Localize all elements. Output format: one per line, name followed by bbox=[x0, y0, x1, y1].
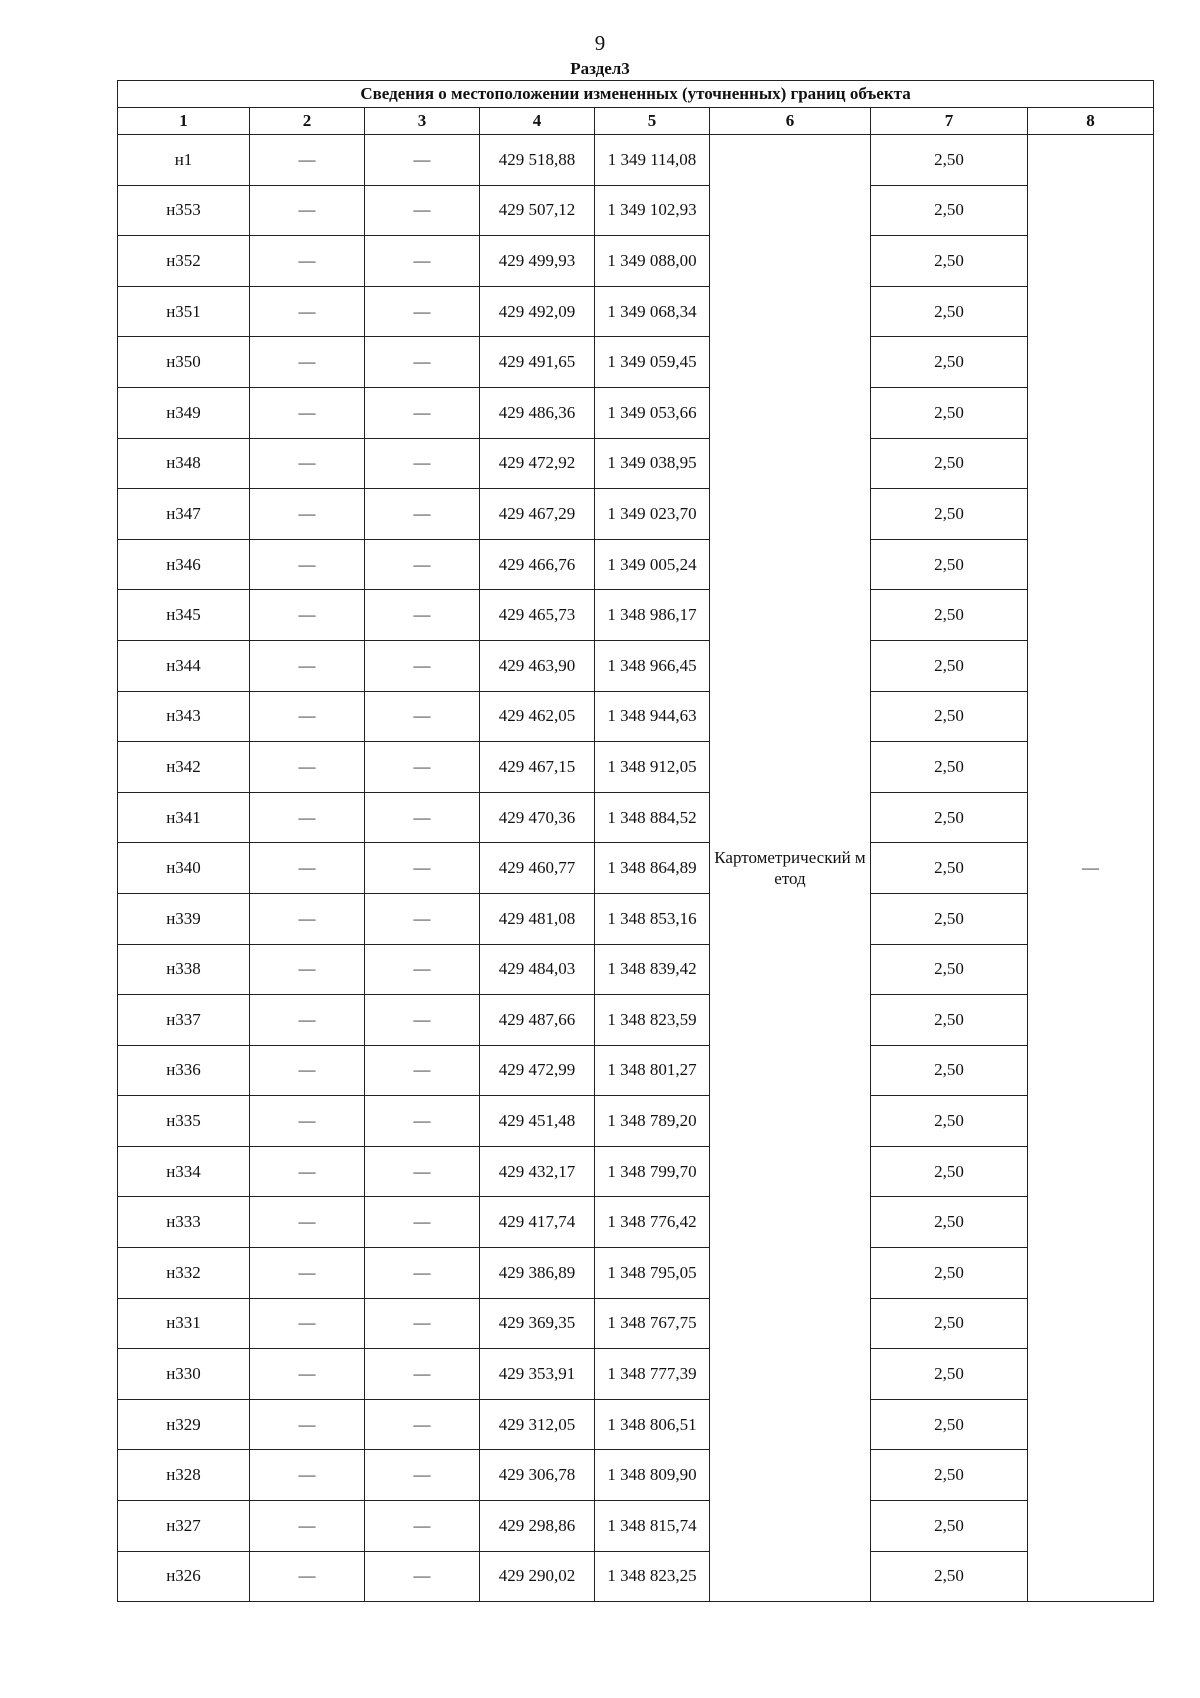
point-id-cell: н341 bbox=[118, 792, 250, 843]
point-id-cell: н332 bbox=[118, 1248, 250, 1299]
column-3-cell: — bbox=[365, 135, 480, 186]
y-coordinate-cell: 1 348 884,52 bbox=[595, 792, 710, 843]
column-2-cell: — bbox=[250, 590, 365, 641]
table-row bbox=[118, 1399, 1154, 1450]
column-number: 3 bbox=[365, 108, 480, 135]
table-row bbox=[118, 539, 1154, 590]
column-2-cell: — bbox=[250, 185, 365, 236]
x-coordinate-cell: 429 472,99 bbox=[480, 1045, 595, 1096]
y-coordinate-cell: 1 348 864,89 bbox=[595, 843, 710, 894]
x-coordinate-cell: 429 465,73 bbox=[480, 590, 595, 641]
column-2-cell: — bbox=[250, 691, 365, 742]
point-id-cell: н344 bbox=[118, 640, 250, 691]
x-coordinate-cell: 429 353,91 bbox=[480, 1349, 595, 1400]
column-2-cell: — bbox=[250, 1248, 365, 1299]
table-row bbox=[118, 1096, 1154, 1147]
column-number: 7 bbox=[871, 108, 1028, 135]
y-coordinate-cell: 1 349 023,70 bbox=[595, 489, 710, 540]
y-coordinate-cell: 1 349 038,95 bbox=[595, 438, 710, 489]
y-coordinate-cell: 1 348 806,51 bbox=[595, 1399, 710, 1450]
x-coordinate-cell: 429 298,86 bbox=[480, 1501, 595, 1552]
column-3-cell: — bbox=[365, 1045, 480, 1096]
point-id-cell: н342 bbox=[118, 742, 250, 793]
column-2-cell: — bbox=[250, 742, 365, 793]
x-coordinate-cell: 429 463,90 bbox=[480, 640, 595, 691]
y-coordinate-cell: 1 348 809,90 bbox=[595, 1450, 710, 1501]
column-number: 4 bbox=[480, 108, 595, 135]
x-coordinate-cell: 429 486,36 bbox=[480, 387, 595, 438]
table-row bbox=[118, 1197, 1154, 1248]
column-2-cell: — bbox=[250, 1096, 365, 1147]
x-coordinate-cell: 429 470,36 bbox=[480, 792, 595, 843]
point-id-cell: н326 bbox=[118, 1551, 250, 1602]
column-2-cell: — bbox=[250, 135, 365, 186]
point-id-cell: н351 bbox=[118, 286, 250, 337]
point-id-cell: н1 bbox=[118, 135, 250, 186]
x-coordinate-cell: 429 484,03 bbox=[480, 944, 595, 995]
point-id-cell: н327 bbox=[118, 1501, 250, 1552]
column-2-cell: — bbox=[250, 337, 365, 388]
column-2-cell: — bbox=[250, 1197, 365, 1248]
y-coordinate-cell: 1 348 789,20 bbox=[595, 1096, 710, 1147]
column-3-cell: — bbox=[365, 185, 480, 236]
accuracy-cell: 2,50 bbox=[871, 1045, 1028, 1096]
accuracy-cell: 2,50 bbox=[871, 944, 1028, 995]
accuracy-cell: 2,50 bbox=[871, 1096, 1028, 1147]
table-caption-row bbox=[118, 81, 1154, 108]
accuracy-cell: 2,50 bbox=[871, 792, 1028, 843]
column-2-cell: — bbox=[250, 1045, 365, 1096]
accuracy-cell: 2,50 bbox=[871, 691, 1028, 742]
accuracy-cell: 2,50 bbox=[871, 640, 1028, 691]
column-3-cell: — bbox=[365, 337, 480, 388]
y-coordinate-cell: 1 349 059,45 bbox=[595, 337, 710, 388]
accuracy-cell: 2,50 bbox=[871, 742, 1028, 793]
column-2-cell: — bbox=[250, 640, 365, 691]
y-coordinate-cell: 1 348 823,25 bbox=[595, 1551, 710, 1602]
column-2-cell: — bbox=[250, 1146, 365, 1197]
accuracy-cell: 2,50 bbox=[871, 539, 1028, 590]
accuracy-cell: 2,50 bbox=[871, 1298, 1028, 1349]
column-3-cell: — bbox=[365, 843, 480, 894]
table-row bbox=[118, 337, 1154, 388]
y-coordinate-cell: 1 349 053,66 bbox=[595, 387, 710, 438]
x-coordinate-cell: 429 507,12 bbox=[480, 185, 595, 236]
y-coordinate-cell: 1 349 005,24 bbox=[595, 539, 710, 590]
x-coordinate-cell: 429 312,05 bbox=[480, 1399, 595, 1450]
table-row bbox=[118, 843, 1154, 894]
accuracy-cell: 2,50 bbox=[871, 135, 1028, 186]
column-3-cell: — bbox=[365, 1399, 480, 1450]
table-row bbox=[118, 1298, 1154, 1349]
y-coordinate-cell: 1 348 815,74 bbox=[595, 1501, 710, 1552]
x-coordinate-cell: 429 462,05 bbox=[480, 691, 595, 742]
x-coordinate-cell: 429 467,15 bbox=[480, 742, 595, 793]
point-id-cell: н349 bbox=[118, 387, 250, 438]
column-3-cell: — bbox=[365, 640, 480, 691]
x-coordinate-cell: 429 492,09 bbox=[480, 286, 595, 337]
table-row bbox=[118, 944, 1154, 995]
y-coordinate-cell: 1 348 767,75 bbox=[595, 1298, 710, 1349]
accuracy-cell: 2,50 bbox=[871, 1399, 1028, 1450]
table-row bbox=[118, 1349, 1154, 1400]
column-3-cell: — bbox=[365, 1096, 480, 1147]
x-coordinate-cell: 429 417,74 bbox=[480, 1197, 595, 1248]
table-row bbox=[118, 792, 1154, 843]
column-3-cell: — bbox=[365, 438, 480, 489]
y-coordinate-cell: 1 348 966,45 bbox=[595, 640, 710, 691]
x-coordinate-cell: 429 432,17 bbox=[480, 1146, 595, 1197]
column-number: 2 bbox=[250, 108, 365, 135]
x-coordinate-cell: 429 290,02 bbox=[480, 1551, 595, 1602]
column-2-cell: — bbox=[250, 387, 365, 438]
column-3-cell: — bbox=[365, 742, 480, 793]
section-title: Раздел3 bbox=[570, 59, 630, 78]
column-2-cell: — bbox=[250, 1349, 365, 1400]
y-coordinate-cell: 1 348 839,42 bbox=[595, 944, 710, 995]
method-cell: Картометрический метод bbox=[710, 135, 871, 1602]
y-coordinate-cell: 1 348 777,39 bbox=[595, 1349, 710, 1400]
point-id-cell: н328 bbox=[118, 1450, 250, 1501]
column-3-cell: — bbox=[365, 387, 480, 438]
y-coordinate-cell: 1 348 823,59 bbox=[595, 995, 710, 1046]
table-row bbox=[118, 1501, 1154, 1552]
column-3-cell: — bbox=[365, 944, 480, 995]
table-body bbox=[118, 135, 1154, 1602]
column-number: 8 bbox=[1028, 108, 1154, 135]
table-row bbox=[118, 1248, 1154, 1299]
accuracy-cell: 2,50 bbox=[871, 489, 1028, 540]
accuracy-cell: 2,50 bbox=[871, 236, 1028, 287]
column-3-cell: — bbox=[365, 286, 480, 337]
y-coordinate-cell: 1 349 088,00 bbox=[595, 236, 710, 287]
table-row bbox=[118, 1551, 1154, 1602]
column-2-cell: — bbox=[250, 236, 365, 287]
y-coordinate-cell: 1 349 102,93 bbox=[595, 185, 710, 236]
column-3-cell: — bbox=[365, 792, 480, 843]
column-3-cell: — bbox=[365, 489, 480, 540]
x-coordinate-cell: 429 481,08 bbox=[480, 893, 595, 944]
column-3-cell: — bbox=[365, 1197, 480, 1248]
column-2-cell: — bbox=[250, 944, 365, 995]
accuracy-cell: 2,50 bbox=[871, 337, 1028, 388]
column-2-cell: — bbox=[250, 286, 365, 337]
y-coordinate-cell: 1 348 776,42 bbox=[595, 1197, 710, 1248]
x-coordinate-cell: 429 487,66 bbox=[480, 995, 595, 1046]
x-coordinate-cell: 429 460,77 bbox=[480, 843, 595, 894]
column-2-cell: — bbox=[250, 995, 365, 1046]
table-caption: Сведения о местоположении измененных (уточненных) границ объекта bbox=[118, 81, 1154, 108]
column-3-cell: — bbox=[365, 236, 480, 287]
table-row bbox=[118, 185, 1154, 236]
column-number: 5 bbox=[595, 108, 710, 135]
y-coordinate-cell: 1 348 912,05 bbox=[595, 742, 710, 793]
column-2-cell: — bbox=[250, 1551, 365, 1602]
point-id-cell: н345 bbox=[118, 590, 250, 641]
y-coordinate-cell: 1 348 853,16 bbox=[595, 893, 710, 944]
table-row bbox=[118, 691, 1154, 742]
table-row bbox=[118, 893, 1154, 944]
column-2-cell: — bbox=[250, 1501, 365, 1552]
y-coordinate-cell: 1 349 114,08 bbox=[595, 135, 710, 186]
column-3-cell: — bbox=[365, 691, 480, 742]
accuracy-cell: 2,50 bbox=[871, 843, 1028, 894]
column-3-cell: — bbox=[365, 1450, 480, 1501]
x-coordinate-cell: 429 472,92 bbox=[480, 438, 595, 489]
table-row bbox=[118, 1146, 1154, 1197]
point-id-cell: н337 bbox=[118, 995, 250, 1046]
table-row bbox=[118, 590, 1154, 641]
y-coordinate-cell: 1 348 944,63 bbox=[595, 691, 710, 742]
point-id-cell: н346 bbox=[118, 539, 250, 590]
column-3-cell: — bbox=[365, 1501, 480, 1552]
point-id-cell: н331 bbox=[118, 1298, 250, 1349]
accuracy-cell: 2,50 bbox=[871, 185, 1028, 236]
accuracy-cell: 2,50 bbox=[871, 995, 1028, 1046]
table-row bbox=[118, 438, 1154, 489]
point-id-cell: н330 bbox=[118, 1349, 250, 1400]
column-3-cell: — bbox=[365, 590, 480, 641]
page-number: 9 bbox=[594, 31, 606, 55]
table-row bbox=[118, 742, 1154, 793]
column-2-cell: — bbox=[250, 539, 365, 590]
x-coordinate-cell: 429 386,89 bbox=[480, 1248, 595, 1299]
column-3-cell: — bbox=[365, 1146, 480, 1197]
x-coordinate-cell: 429 518,88 bbox=[480, 135, 595, 186]
table-row bbox=[118, 135, 1154, 186]
point-id-cell: н334 bbox=[118, 1146, 250, 1197]
y-coordinate-cell: 1 348 799,70 bbox=[595, 1146, 710, 1197]
column-2-cell: — bbox=[250, 792, 365, 843]
boundary-coordinates-table bbox=[117, 80, 1154, 1602]
column-2-cell: — bbox=[250, 438, 365, 489]
point-id-cell: н329 bbox=[118, 1399, 250, 1450]
point-id-cell: н335 bbox=[118, 1096, 250, 1147]
column-3-cell: — bbox=[365, 1298, 480, 1349]
column-3-cell: — bbox=[365, 1248, 480, 1299]
y-coordinate-cell: 1 348 795,05 bbox=[595, 1248, 710, 1299]
x-coordinate-cell: 429 467,29 bbox=[480, 489, 595, 540]
accuracy-cell: 2,50 bbox=[871, 1197, 1028, 1248]
x-coordinate-cell: 429 466,76 bbox=[480, 539, 595, 590]
column-number: 1 bbox=[118, 108, 250, 135]
column-number-row bbox=[118, 108, 1154, 135]
column-2-cell: — bbox=[250, 1399, 365, 1450]
table-row bbox=[118, 489, 1154, 540]
accuracy-cell: 2,50 bbox=[871, 286, 1028, 337]
accuracy-cell: 2,50 bbox=[871, 1146, 1028, 1197]
column-2-cell: — bbox=[250, 843, 365, 894]
accuracy-cell: 2,50 bbox=[871, 893, 1028, 944]
x-coordinate-cell: 429 451,48 bbox=[480, 1096, 595, 1147]
x-coordinate-cell: 429 499,93 bbox=[480, 236, 595, 287]
table-row bbox=[118, 286, 1154, 337]
table-row bbox=[118, 1045, 1154, 1096]
accuracy-cell: 2,50 bbox=[871, 590, 1028, 641]
point-id-cell: н338 bbox=[118, 944, 250, 995]
point-id-cell: н336 bbox=[118, 1045, 250, 1096]
point-id-cell: н348 bbox=[118, 438, 250, 489]
table-row bbox=[118, 387, 1154, 438]
table-row bbox=[118, 1450, 1154, 1501]
point-id-cell: н343 bbox=[118, 691, 250, 742]
accuracy-cell: 2,50 bbox=[871, 1248, 1028, 1299]
y-coordinate-cell: 1 349 068,34 bbox=[595, 286, 710, 337]
column-3-cell: — bbox=[365, 1349, 480, 1400]
point-id-cell: н352 bbox=[118, 236, 250, 287]
point-id-cell: н333 bbox=[118, 1197, 250, 1248]
y-coordinate-cell: 1 348 801,27 bbox=[595, 1045, 710, 1096]
accuracy-cell: 2,50 bbox=[871, 1349, 1028, 1400]
table-row bbox=[118, 640, 1154, 691]
x-coordinate-cell: 429 369,35 bbox=[480, 1298, 595, 1349]
x-coordinate-cell: 429 491,65 bbox=[480, 337, 595, 388]
point-id-cell: н347 bbox=[118, 489, 250, 540]
column-2-cell: — bbox=[250, 893, 365, 944]
accuracy-cell: 2,50 bbox=[871, 1450, 1028, 1501]
column-3-cell: — bbox=[365, 995, 480, 1046]
accuracy-cell: 2,50 bbox=[871, 387, 1028, 438]
column-3-cell: — bbox=[365, 893, 480, 944]
accuracy-cell: 2,50 bbox=[871, 1551, 1028, 1602]
column-3-cell: — bbox=[365, 539, 480, 590]
column-8-cell: — bbox=[1028, 135, 1154, 1602]
column-3-cell: — bbox=[365, 1551, 480, 1602]
point-id-cell: н339 bbox=[118, 893, 250, 944]
column-2-cell: — bbox=[250, 1450, 365, 1501]
point-id-cell: н340 bbox=[118, 843, 250, 894]
table-row bbox=[118, 995, 1154, 1046]
point-id-cell: н353 bbox=[118, 185, 250, 236]
point-id-cell: н350 bbox=[118, 337, 250, 388]
y-coordinate-cell: 1 348 986,17 bbox=[595, 590, 710, 641]
column-2-cell: — bbox=[250, 489, 365, 540]
accuracy-cell: 2,50 bbox=[871, 438, 1028, 489]
table-row bbox=[118, 236, 1154, 287]
x-coordinate-cell: 429 306,78 bbox=[480, 1450, 595, 1501]
column-number: 6 bbox=[710, 108, 871, 135]
column-2-cell: — bbox=[250, 1298, 365, 1349]
accuracy-cell: 2,50 bbox=[871, 1501, 1028, 1552]
